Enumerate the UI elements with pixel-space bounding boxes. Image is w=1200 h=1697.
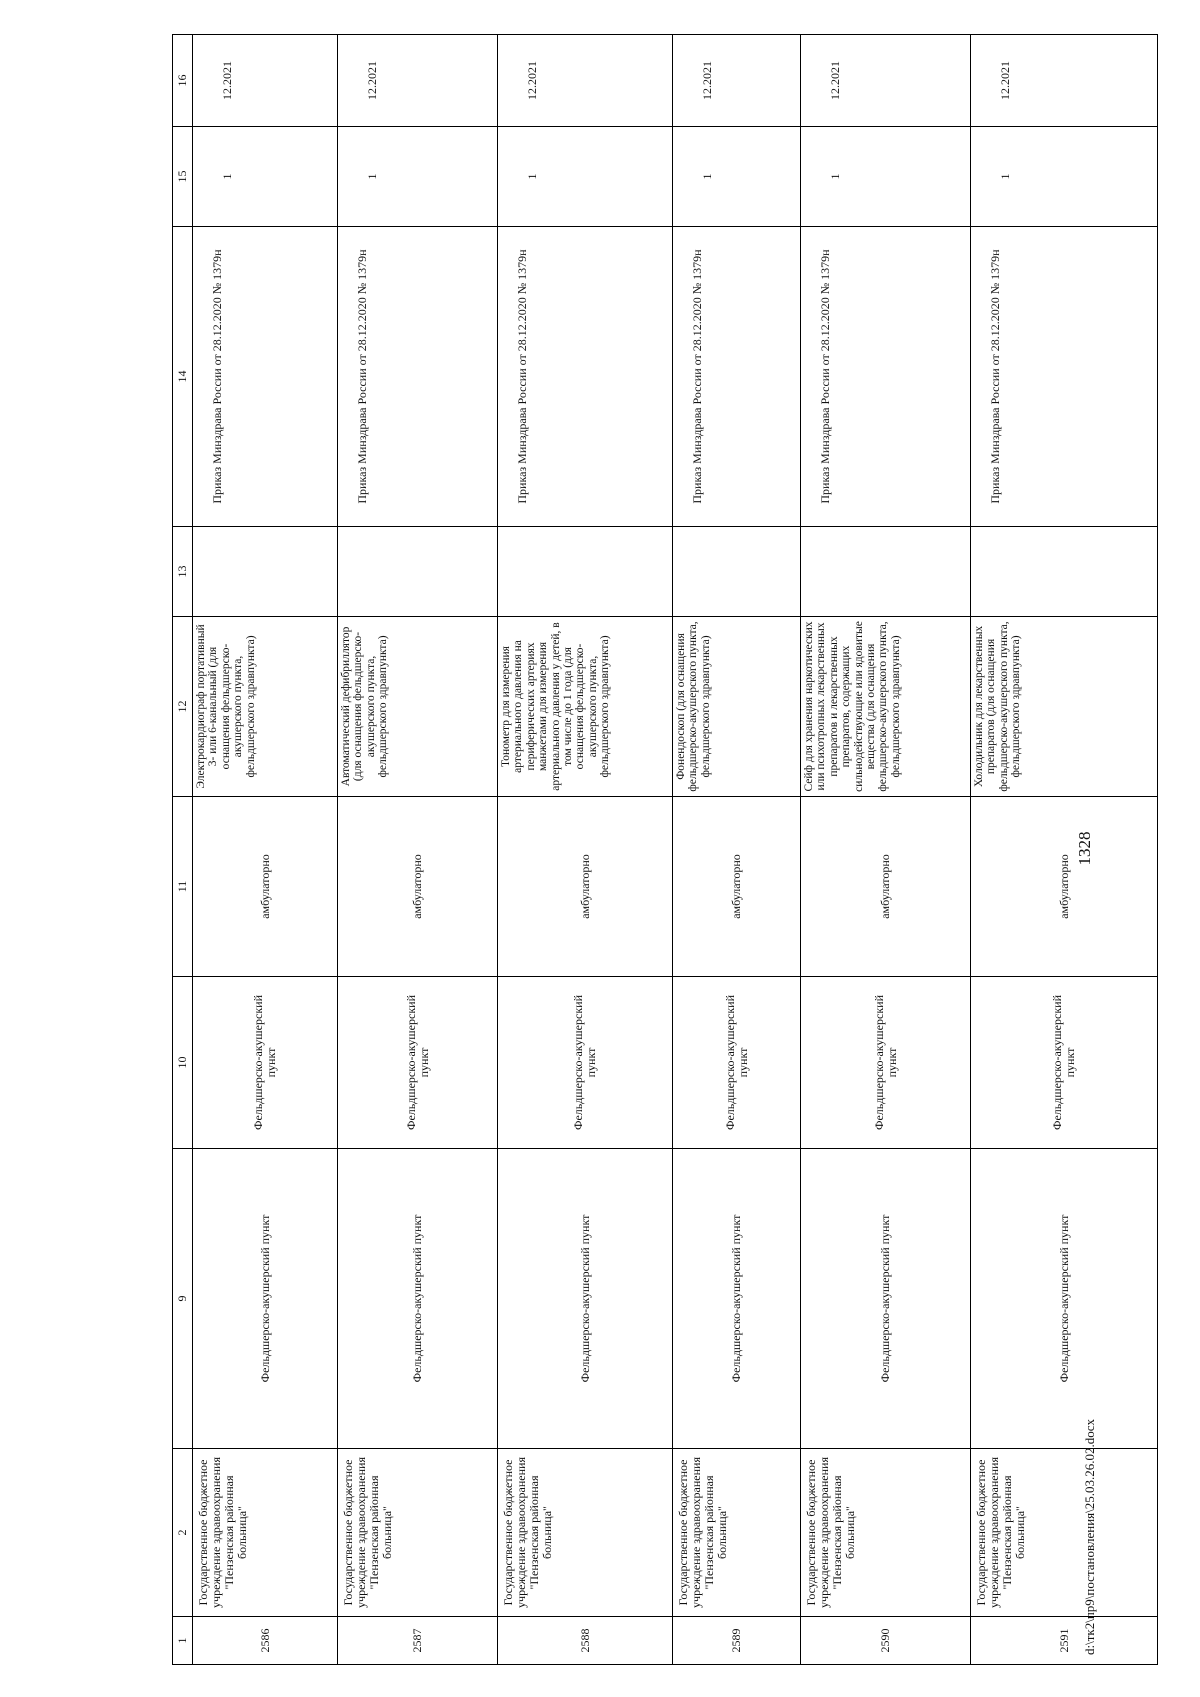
header-cell: 10 xyxy=(173,977,193,1149)
order-cell: Приказ Минздрава России от 28.12.2020 № 1379н xyxy=(801,227,971,527)
table-row xyxy=(498,35,673,1665)
row-number-cell: 2588 xyxy=(498,1617,673,1665)
equipment-cell: Автоматический дефибриллятор (для оснащения фельдшерско-акушерского пункта, фельдшерского здравпункта) xyxy=(338,617,498,797)
column-13-cell xyxy=(338,527,498,617)
care-mode-cell: амбулаторно xyxy=(673,797,801,977)
order-cell: Приказ Минздрава России от 28.12.2020 № 1379н xyxy=(971,227,1158,527)
quantity-cell: 1 xyxy=(338,127,498,227)
facility-cell: Фельдшерско-акушерский пункт xyxy=(498,1149,673,1449)
column-13-cell xyxy=(193,527,338,617)
equipment-cell: Фонендоскоп (для оснащения фельдшерско-акушерского пункта, фельдшерского здравпункта) xyxy=(673,617,801,797)
row-number-cell: 2589 xyxy=(673,1617,801,1665)
organization-cell: Государственное бюджетное учреждение здравоохранения "Пензенская районная больница" xyxy=(193,1449,338,1617)
facility-type-cell: Фельдшерско-акушерский пункт xyxy=(673,977,801,1149)
facility-type-cell: Фельдшерско-акушерский пункт xyxy=(193,977,338,1149)
order-cell: Приказ Минздрава России от 28.12.2020 № 1379н xyxy=(673,227,801,527)
column-13-cell xyxy=(673,527,801,617)
date-cell: 12.2021 xyxy=(801,35,971,127)
care-mode-cell: амбулаторно xyxy=(801,797,971,977)
header-cell: 13 xyxy=(173,527,193,617)
quantity-cell: 1 xyxy=(673,127,801,227)
equipment-cell: Тонометр для измерения артериального давления на периферических артериях манжетами для измерения артериального давления у детей, в том числе до 1 года (для оснащения фельдшерско-акушерского пункта, фельдшерского здравпункта) xyxy=(498,617,673,797)
equipment-table xyxy=(172,34,1158,1665)
column-13-cell xyxy=(971,527,1158,617)
date-cell: 12.2021 xyxy=(338,35,498,127)
care-mode-cell: амбулаторно xyxy=(971,797,1158,977)
organization-cell: Государственное бюджетное учреждение здравоохранения "Пензенская районная больница" xyxy=(971,1449,1158,1617)
facility-type-cell: Фельдшерско-акушерский пункт xyxy=(971,977,1158,1149)
table-row xyxy=(193,35,338,1665)
row-number-cell: 2591 xyxy=(971,1617,1158,1665)
row-number-cell: 2587 xyxy=(338,1617,498,1665)
order-cell: Приказ Минздрава России от 28.12.2020 № 1379н xyxy=(193,227,338,527)
header-cell: 15 xyxy=(173,127,193,227)
row-number-cell: 2590 xyxy=(801,1617,971,1665)
organization-cell: Государственное бюджетное учреждение здравоохранения "Пензенская районная больница" xyxy=(673,1449,801,1617)
footer-file-path: d:\тк2\пр9\постановления\25.03.26.02.docx xyxy=(1082,1418,1097,1655)
care-mode-cell: амбулаторно xyxy=(498,797,673,977)
date-cell: 12.2021 xyxy=(193,35,338,127)
page-number: 1328 xyxy=(1075,831,1094,866)
order-cell: Приказ Минздрава России от 28.12.2020 № 1379н xyxy=(498,227,673,527)
organization-cell: Государственное бюджетное учреждение здравоохранения "Пензенская районная больница" xyxy=(338,1449,498,1617)
facility-cell: Фельдшерско-акушерский пункт xyxy=(673,1149,801,1449)
date-cell: 12.2021 xyxy=(971,35,1158,127)
facility-cell: Фельдшерско-акушерский пункт xyxy=(193,1149,338,1449)
care-mode-cell: амбулаторно xyxy=(193,797,338,977)
quantity-cell: 1 xyxy=(193,127,338,227)
quantity-cell: 1 xyxy=(498,127,673,227)
organization-cell: Государственное бюджетное учреждение здравоохранения "Пензенская районная больница" xyxy=(801,1449,971,1617)
table-row xyxy=(673,35,801,1665)
header-cell: 9 xyxy=(173,1149,193,1449)
header-cell: 11 xyxy=(173,797,193,977)
date-cell: 12.2021 xyxy=(498,35,673,127)
facility-cell: Фельдшерско-акушерский пункт xyxy=(801,1149,971,1449)
header-cell: 2 xyxy=(173,1449,193,1617)
date-cell: 12.2021 xyxy=(673,35,801,127)
facility-type-cell: Фельдшерско-акушерский пункт xyxy=(801,977,971,1149)
column-13-cell xyxy=(801,527,971,617)
facility-type-cell: Фельдшерско-акушерский пункт xyxy=(338,977,498,1149)
column-13-cell xyxy=(498,527,673,617)
facility-cell: Фельдшерско-акушерский пункт xyxy=(338,1149,498,1449)
quantity-cell: 1 xyxy=(801,127,971,227)
header-cell: 1 xyxy=(173,1617,193,1665)
care-mode-cell: амбулаторно xyxy=(338,797,498,977)
equipment-cell: Холодильник для лекарственных препаратов (для оснащения фельдшерско-акушерского пункта, фельдшерского здравпункта) xyxy=(971,617,1158,797)
table-row xyxy=(801,35,971,1665)
facility-cell: Фельдшерско-акушерский пункт xyxy=(971,1149,1158,1449)
quantity-cell: 1 xyxy=(971,127,1158,227)
organization-cell: Государственное бюджетное учреждение здравоохранения "Пензенская районная больница" xyxy=(498,1449,673,1617)
equipment-cell: Электрокардиограф портативный 3- или 6-канальный (для оснащения фельдшерско-акушерского пункта, фельдшерского здравпункта) xyxy=(193,617,338,797)
header-cell: 14 xyxy=(173,227,193,527)
table-header-row xyxy=(173,35,193,1665)
order-cell: Приказ Минздрава России от 28.12.2020 № 1379н xyxy=(338,227,498,527)
table-row xyxy=(338,35,498,1665)
facility-type-cell: Фельдшерско-акушерский пункт xyxy=(498,977,673,1149)
equipment-cell: Сейф для хранения наркотических или психотропных лекарственных препаратов и лекарственных препаратов, содержащих сильнодействующие или ядовитые вещества (для оснащения фельдшерско-акушерского пункта, фельдшерского здравпункта) xyxy=(801,617,971,797)
table-row xyxy=(971,35,1158,1665)
header-cell: 12 xyxy=(173,617,193,797)
header-cell: 16 xyxy=(173,35,193,127)
row-number-cell: 2586 xyxy=(193,1617,338,1665)
